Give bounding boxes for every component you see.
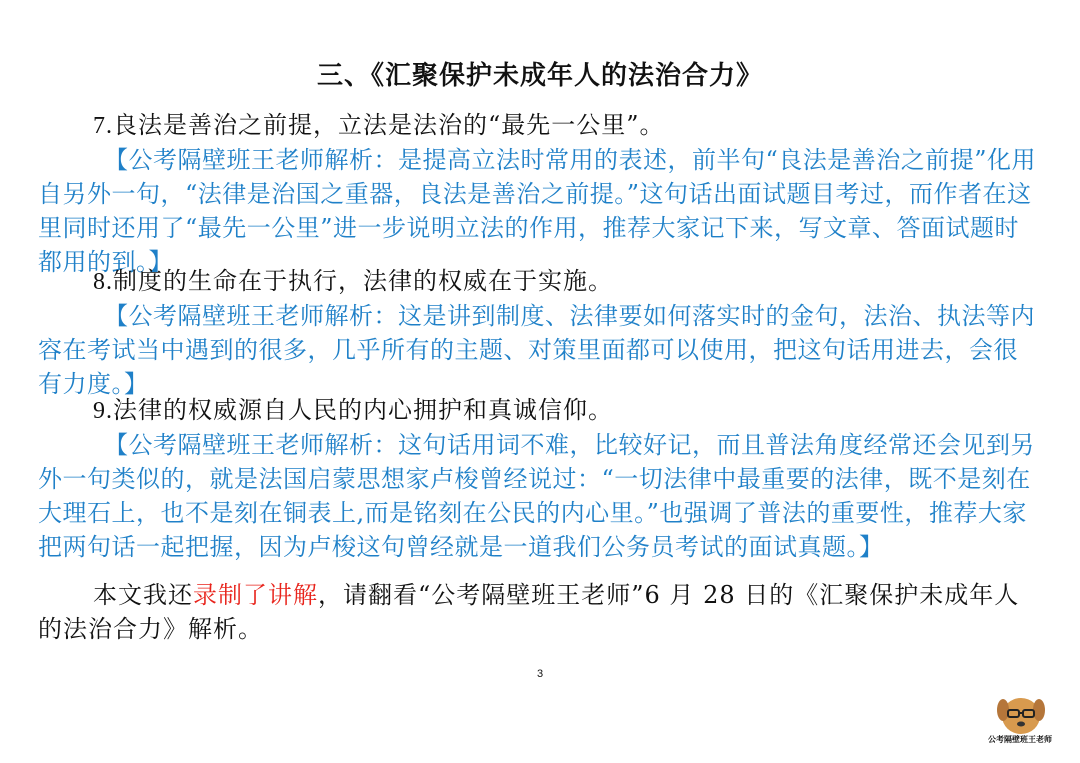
quote-text	[38, 264, 1042, 299]
analysis-text: 【公考隔壁班王老师解析：是提高立法时常用的表述，前半句“良法是善治之前提”化用自另外一句，“法律是治国之重器，良法是善治之前提。”这句话出面试题目考过，而作者在这里同时还用了“最先一公里”进一步说明立法的作用，推荐大家记下来，写文章、答面试题时都用的到。】	[38, 146, 1037, 276]
quote-sentence: 法律的权威源自人民的内心拥护和真诚信仰。	[113, 396, 613, 424]
closing-text-start: 本文我还	[93, 581, 193, 609]
closing-text-end: ，请翻看“公考隔壁班王老师”6 月 28 日的《汇聚保护未成年人的法治合力》解析。	[38, 581, 1020, 643]
analysis-text: 【公考隔壁班王老师解析：这是讲到制度、法律要如何落实时的金句，法治、执法等内容在考试当中遇到的很多，几乎所有的主题、对策里面都可以使用，把这句话用进去，会很有力度。】	[38, 302, 1035, 398]
item-number: 9.	[93, 398, 113, 424]
list-item	[38, 393, 1042, 564]
item-number: 7.	[93, 113, 113, 139]
quote-text	[38, 393, 1042, 428]
analysis-text: 【公考隔壁班王老师解析：这句话用词不难，比较好记，而且普法角度经常还会见到另外一句类似的，就是法国启蒙思想家卢梭曾经说过：“一切法律中最重要的法律，既不是刻在大理石上，也不是刻在铜表上,而是铭刻在公民的内心里。”也强调了普法的重要性，推荐大家把两句话一起把握，因为卢梭这句曾经就是一道我们公务员考试的面试真题。】	[38, 431, 1035, 561]
page-number: 3	[536, 668, 544, 680]
recording-highlight: 录制了讲解	[193, 581, 318, 609]
list-item	[38, 264, 1042, 401]
section-title: 三、《汇聚保护未成年人的法治合力》	[316, 61, 763, 91]
quote-sentence: 制度的生命在于执行，法律的权威在于实施。	[113, 267, 613, 295]
quote-text	[38, 108, 1042, 143]
item-number: 8.	[93, 269, 113, 295]
closing-paragraph	[38, 578, 1042, 646]
logo-caption: 公考隔壁班王老师	[988, 735, 1052, 744]
list-item	[38, 108, 1042, 279]
quote-sentence: 良法是善治之前提，立法是法治的“最先一公里”。	[113, 111, 665, 139]
dog-mascot-logo	[990, 688, 1052, 738]
